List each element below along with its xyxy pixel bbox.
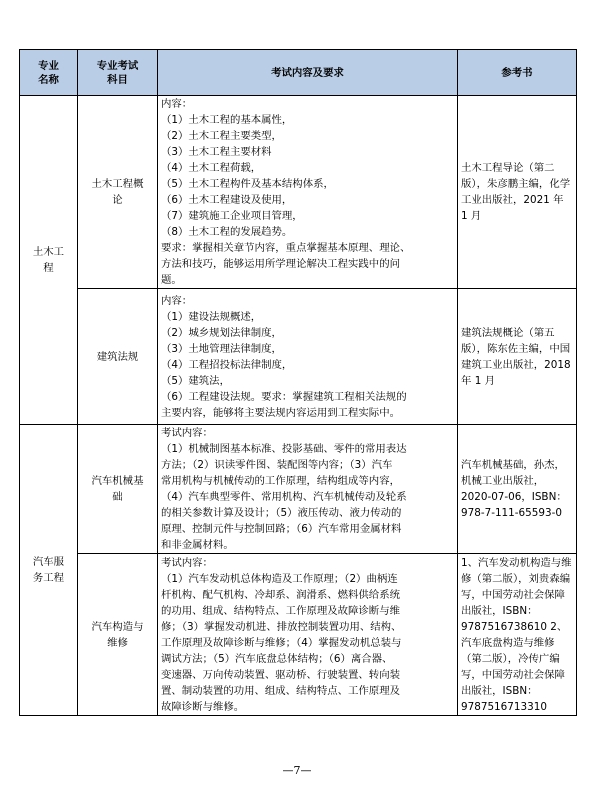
subject-cell: 汽车构造与 维修 bbox=[78, 554, 158, 716]
content-line: （6）工程建设法规。要求：掌握建筑工程相关法规的 bbox=[161, 390, 407, 403]
content-line: （5）土木工程构件及基本结构体系， bbox=[161, 178, 334, 190]
table-row bbox=[20, 425, 577, 554]
page-number: —7— bbox=[282, 764, 312, 777]
content-line: （8）土木工程的发展趋势。 bbox=[161, 226, 293, 238]
content-line: （4）汽车典型零件、常用机构、汽车机械传动及轮系 bbox=[161, 491, 407, 503]
content-line: 杆机构、配气机构、冷却系、润滑系、燃料供给系统 bbox=[161, 588, 400, 601]
content-line: （3）土地管理法律制度， bbox=[161, 342, 282, 355]
exam-table bbox=[19, 49, 577, 716]
content-line: （1）机械制图基本标准、投影基础、零件的常用表达 bbox=[161, 443, 407, 455]
content-line: 故障诊断与维修。 bbox=[161, 700, 245, 713]
header-subject: 专业考试 科目 bbox=[78, 50, 158, 96]
content-line: 方法和技巧，能够运用所学理论解决工程实践中的问 bbox=[161, 258, 400, 270]
content-line: 考试内容： bbox=[161, 427, 213, 439]
content-line: 内容： bbox=[161, 294, 193, 307]
table-row bbox=[20, 289, 577, 425]
content-line: 题。 bbox=[161, 274, 182, 286]
content-line: 考试内容： bbox=[161, 556, 213, 569]
content-line: 修；（3）掌握发动机进、排放控制装置功用、结构、 bbox=[161, 620, 402, 633]
major-cell: 土木工 程 bbox=[20, 96, 78, 425]
content-line: 和非金属材料。 bbox=[161, 539, 234, 551]
content-line: （5）建筑法， bbox=[161, 374, 230, 387]
content-line: 原理、控制元件与控制回路；（6）汽车常用金属材料 bbox=[161, 523, 402, 535]
content-line: （7）建筑施工企业项目管理， bbox=[161, 210, 303, 222]
header-content: 考试内容及要求 bbox=[158, 50, 458, 96]
content-line: 变速器、万向传动装置、驱动桥、行驶装置、转向装 bbox=[161, 668, 400, 681]
content-line: （3）土木工程主要材料 bbox=[161, 146, 272, 158]
content-cell bbox=[158, 425, 458, 554]
content-line: （4）工程招投标法律制度， bbox=[161, 358, 293, 371]
content-line: （6）土木工程建设及使用， bbox=[161, 194, 293, 206]
content-line: （1）汽车发动机总体构造及工作原理；（2）曲柄连 bbox=[161, 572, 398, 585]
content-line: 主要内容，能够将主要法规内容运用到工程实际中。 bbox=[161, 406, 400, 419]
content-line: 调试方法；（5）汽车底盘总体结构；（6）离合器、 bbox=[161, 652, 393, 665]
subject-cell: 汽车机械基 础 bbox=[78, 425, 158, 554]
content-line: 方法；（2）识读零件图、装配图等内容；（3）汽车 bbox=[161, 459, 393, 471]
subject-cell: 土木工程概 论 bbox=[78, 96, 158, 289]
content-line: （1）土木工程的基本属性， bbox=[161, 114, 293, 126]
subject-cell: 建筑法规 bbox=[78, 289, 158, 425]
reference-cell: 1、汽车发动机构造与维修（第二版），刘贵森编写，中国劳动社会保障出版社，ISBN：9787516738610 2、汽车底盘构造与维修（第二版），冷传广编写，中国劳动社会保障出版社，ISBN：9787516713310 bbox=[458, 554, 577, 716]
content-cell bbox=[158, 96, 458, 289]
content-cell bbox=[158, 289, 458, 425]
content-line: 的功用、组成、结构特点、工作原理及故障诊断与维 bbox=[161, 604, 400, 617]
reference-cell: 土木工程导论（第二版），朱彦鹏主编，化学工业出版社，2021 年 1 月 bbox=[458, 96, 577, 289]
content-line: 工作原理及故障诊断与维修；（4）掌握发动机总装与 bbox=[161, 636, 402, 649]
content-line: 的相关参数计算及设计；（5）液压传动、液力传动的 bbox=[161, 507, 402, 519]
major-cell: 汽车服 务工程 bbox=[20, 425, 78, 716]
content-line: 内容： bbox=[161, 98, 193, 110]
table-header-row bbox=[20, 50, 577, 96]
content-line: 置、制动装置的功用、组成、结构特点、工作原理及 bbox=[161, 684, 400, 697]
table-row bbox=[20, 96, 577, 289]
reference-cell: 汽车机械基础，孙杰，机械工业出版社，2020-07-06，ISBN：978-7-111-65593-0 bbox=[458, 425, 577, 554]
table-row bbox=[20, 554, 577, 716]
content-cell bbox=[158, 554, 458, 716]
content-line: 要求：掌握相关章节内容，重点掌握基本原理、理论、 bbox=[161, 242, 411, 254]
content-line: （2）城乡规划法律制度， bbox=[161, 326, 282, 339]
header-reference: 参考书 bbox=[458, 50, 577, 96]
content-line: （4）土木工程荷载， bbox=[161, 162, 262, 174]
content-line: （1）建设法规概述， bbox=[161, 310, 262, 323]
header-major: 专业 名称 bbox=[20, 50, 78, 96]
content-line: 常用机构与机械传动的工作原理，结构组成等内容， bbox=[161, 475, 400, 487]
content-line: （2）土木工程主要类型， bbox=[161, 130, 282, 142]
reference-cell: 建筑法规概论（第五版），陈东佐主编，中国建筑工业出版社，2018 年 1 月 bbox=[458, 289, 577, 425]
